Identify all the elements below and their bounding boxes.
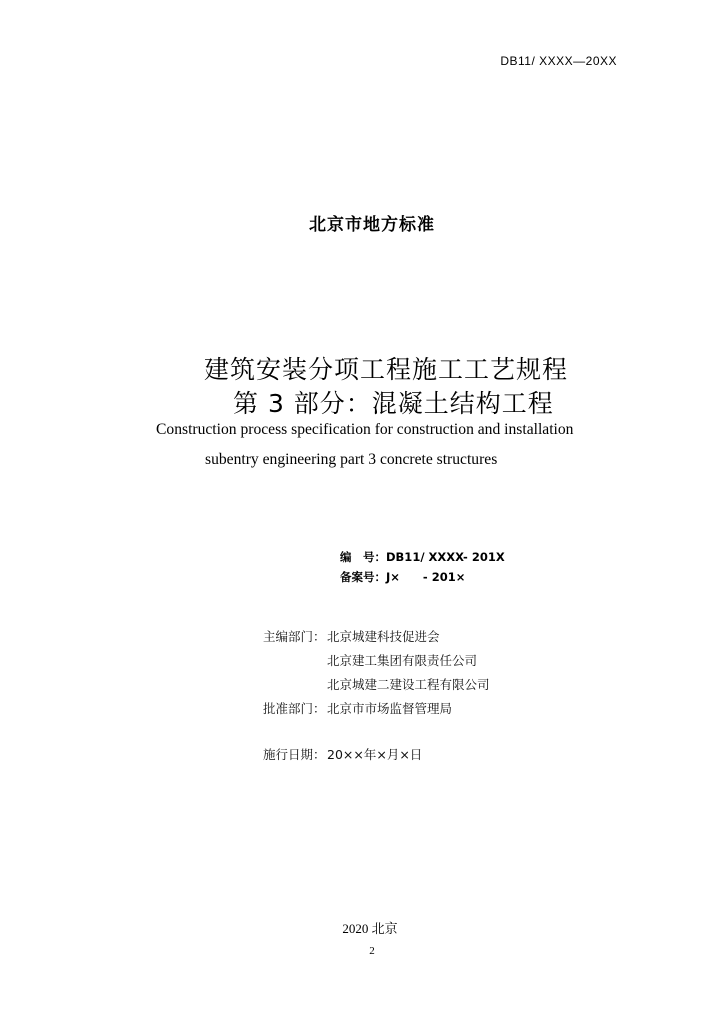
standard-type-heading: 北京市地方标准 (309, 215, 435, 235)
editor-dept-label: 主编部门： (263, 629, 326, 644)
effective-date-value: 20××年×月×日 (327, 747, 423, 762)
document-code: DB11/ XXXX—20XX (500, 54, 617, 68)
editor-org-2: 北京建工集团有限责任公司 (327, 653, 478, 668)
footer-year-place: 2020 北京 (342, 921, 398, 936)
standard-number-value: DB11/ XXXX- 201X (386, 550, 505, 564)
editor-org-3: 北京城建二建设工程有限公司 (327, 677, 490, 692)
editor-dept-row (263, 627, 440, 645)
approver-dept-row (263, 699, 452, 717)
editor-org-1: 北京城建科技促进会 (327, 629, 440, 644)
page-number: 2 (369, 945, 375, 957)
record-number-label: 备案号： (340, 570, 386, 584)
title-line-2: 第 3 部分：混凝土结构工程 (233, 389, 554, 418)
record-number-row (340, 569, 465, 585)
approver-org: 北京市市场监督管理局 (327, 701, 453, 716)
record-number-value: J× - 201× (386, 570, 466, 584)
approver-dept-label: 批准部门： (263, 701, 326, 716)
standard-number-label: 编 号： (340, 550, 386, 564)
english-title-line-2: subentry engineering part 3 concrete structures (205, 451, 498, 468)
standard-number-row (340, 549, 505, 565)
title-line-1: 建筑安装分项工程施工工艺规程 (204, 355, 569, 384)
english-title-line-1: Construction process specification for construction and installation (156, 421, 574, 438)
effective-date-row (263, 745, 422, 763)
effective-date-label: 施行日期： (263, 747, 326, 762)
